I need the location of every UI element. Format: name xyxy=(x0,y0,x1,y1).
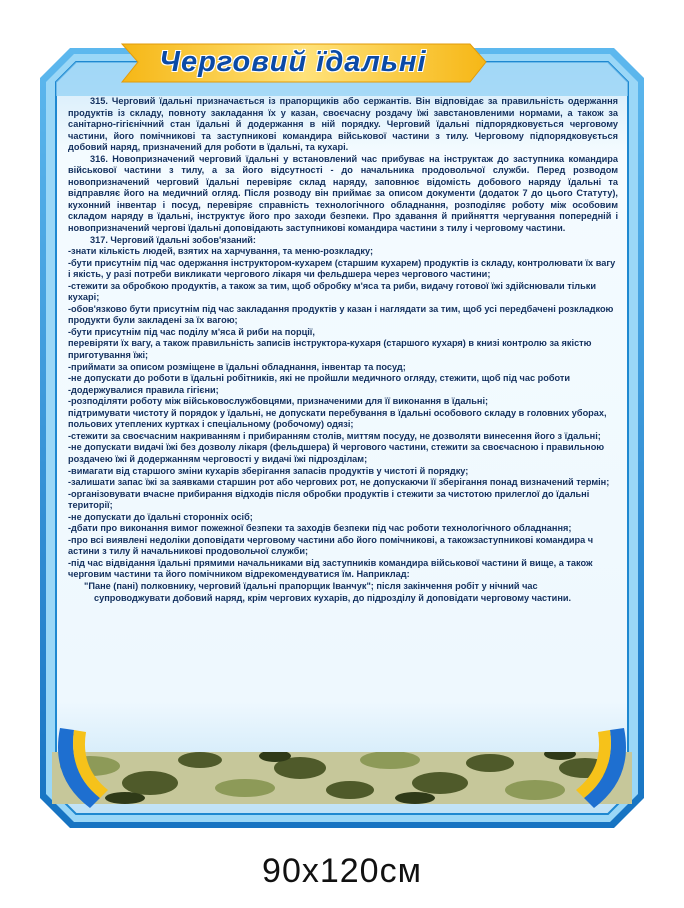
duty-item: -додержувалися правила гігієни; xyxy=(68,384,219,395)
duty-item: -розподіляти роботу між військовослужбовцями, призначеними для її виконання в їдальні; xyxy=(68,396,489,407)
duty-item: -бути присутнім під час одержання інструктором-кухарем (старшим кухарем) продуктів із складу, контролювати їх вагу і якість, у разі потреби викликати чергового лікаря чи фельдшера через чергового частини; xyxy=(68,257,616,280)
duty-item: -приймати за описом розміщене в їдальні обладнання, інвентар та посуд; xyxy=(68,361,406,372)
duty-item: -обов'язково бути присутнім під час закладання продуктів у казан і наглядати за тим, щоб усі передбачені розкладкою продукти були закладені за їх вагою; xyxy=(68,303,614,326)
duty-item: -під час відвідання їдальні прямими начальниками від заступників командира військової частини й вище, а також черговим частини та його помічником відрекомендуватися їм. Наприклад: xyxy=(68,557,593,580)
example-quote-continuation: супроводжувати добовий наряд, крім чергових кухарів, до підрозділу й доповідати черговому частини. xyxy=(94,592,572,603)
duty-item: -стежити за своєчасним накриванням і прибиранням столів, миттям посуду, не дозволяти винесення його з їдальні; xyxy=(68,430,601,441)
page-title: Черговий їдальні xyxy=(159,46,427,78)
duty-item: перевіряти їх вагу, а також правильність записів інструктора-кухаря (старшого кухаря) в книзі контролю за якістю приготування їжі; xyxy=(68,338,592,361)
size-label: 90х120см xyxy=(262,852,422,890)
duty-item: -не допускати до роботи в їдальні робітників, які не пройшли медичного огляду, стежити, щоб під час роботи xyxy=(68,373,571,384)
example-quote: "Пане (пані) полковнику, черговий їдальні прапорщик Іванчук"; після закінчення робіт у нічний час xyxy=(84,580,538,591)
paragraph-317: 317. Черговий їдальні зобов'язаний: xyxy=(90,234,256,245)
duty-item: -стежити за обробкою продуктів, а також за тим, щоб обробку м'яса та риби, видачу готової їжі здійснювали тільки кухарі; xyxy=(68,280,596,303)
duty-item: -не допускати до їдальні сторонніх осіб; xyxy=(68,511,253,522)
paragraph-316: 316. Новопризначений черговий їдальні у встановлений час прибуває на інструктаж до заступника командира військової частини з тилу, а за його відсутності - до начальника продовольчої служби. Перед розводом новопризначений черговий їдальні перевіряє склад наряду, заповнює відомість добового наряду їдальні та відправляє його на медичний огляд. Після розводу він приймає за описом документи (додаток 7 до цього Статуту), кухонний інвентар і посуд, перевіряє справність технологічного обладнання, розподіляє роботу між особовим складом наряду в їдальні, інструктує його про заходи безпеки. Про здавання й прийняття чергування попередній і новопризначений чергові їдальні доповідають заступникові командира частини з тилу і черговому частини. xyxy=(68,153,618,234)
regulation-text xyxy=(68,96,618,756)
info-board xyxy=(30,38,654,838)
paragraph-315: 315. Черговий їдальні призначається із прапорщиків або сержантів. Він відповідає за правильність одержання продуктів із складу, повноту закладання їх у казан, своєчасну роздачу їжі завстановленими нормами, а також за санітарно-гігієнічний стан їдальні й додержання в ній порядку. Черговий їдальні підпорядковується черговому частини, його помічникові та заступникові командира військової частини з тилу. Черговому підпорядковується добовий наряд, призначений для роботи в їдальні, та кухарі. xyxy=(68,96,618,153)
duty-item: -вимагати від старшого зміни кухарів зберігання запасів продуктів у чистоті й порядку; xyxy=(68,465,469,476)
duty-item: -залишати запас їжі за заявками старшин рот або чергових рот, не допускаючи її зберігання понад визначений термін; xyxy=(68,477,610,488)
duty-item: -знати кількість людей, взятих на харчування, та меню-розкладку; xyxy=(68,246,374,257)
duty-item: -дбати про виконання вимог пожежної безпеки та заходів безпеки під час роботи технологічного обладнання; xyxy=(68,523,572,534)
duty-item: -про всі виявлені недоліки доповідати черговому частини або його помічникові, а такожзаступникові командира ч астини з тилу й начальникові продовольчої служби; xyxy=(68,534,594,557)
title-banner xyxy=(128,40,458,84)
camouflage-strip xyxy=(52,748,632,804)
duty-item: -не допускати видачі їжі без дозволу лікаря (фельдшера) й чергового частини, стежити за своєчасною і правильною роздачею їжі й додержанням черговості у видачі їжі підрозділам; xyxy=(68,442,605,464)
duty-item: -організовувати вчасне прибирання відходів після обробки продуктів і стежити за чистотою прилеглої до їдальні території; xyxy=(68,488,590,511)
duty-item: -бути присутнім під час поділу м'яса й риби на порції, xyxy=(68,326,315,337)
duty-item: підтримувати чистоту й порядок у їдальні, не допускати перебування в їдальні особового складу в головних уборах, польових утеплених куртках і спеціальному (робочому) одязі; xyxy=(68,407,607,430)
